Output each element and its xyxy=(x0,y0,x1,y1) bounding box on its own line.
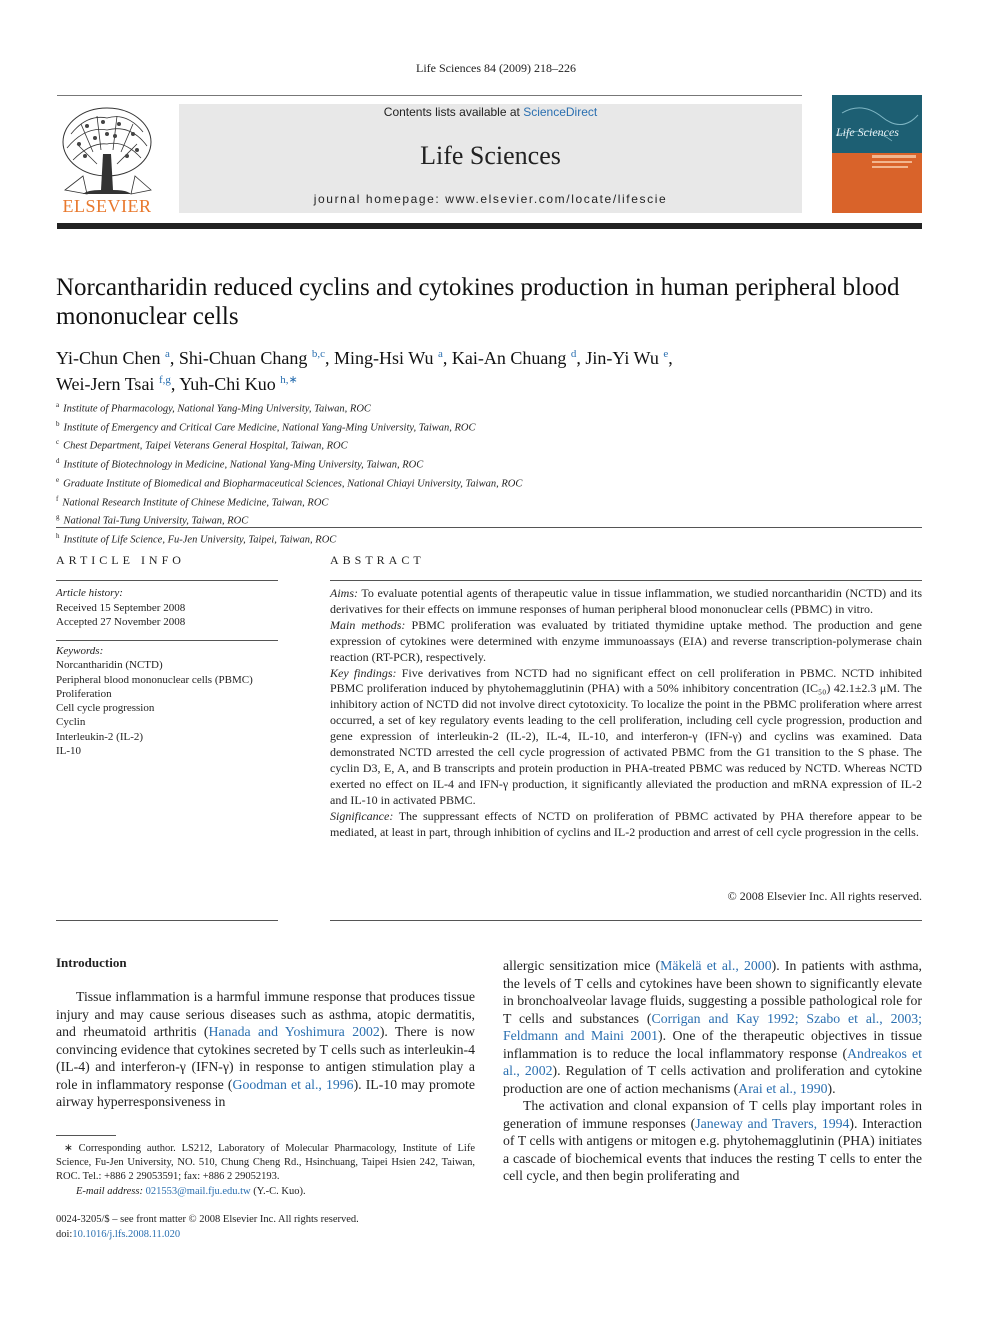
author[interactable]: Kai-An Chuang $^d$ xyxy=(451,348,577,368)
affiliation: $^g$ National Tai-Tung University, Taiwan, ROC xyxy=(56,513,249,527)
author[interactable]: Yuh-Chi Kuo $^{h,∗}$ xyxy=(179,374,298,394)
front-matter: 0024-3205/$ – see front matter © 2008 Elsevier Inc. All rights reserved. doi:10.1016/j.lfs.2008.11.020 xyxy=(56,1214,359,1240)
footnote-divider xyxy=(56,1135,116,1136)
paragraph: The activation and clonal expansion of T cells play important roles in generation of immune responses (Janeway and Travers, 1994). Interaction of T cells with antigens or mitogen e.g. phytohemagglutinin (PHA) initiates a cascade of biochemical events that induces the resting T cells to enter the cell cycle, and then begin proliferating and xyxy=(503,1098,922,1183)
citation-link[interactable]: Andreakos et al., 2002 xyxy=(503,1045,922,1078)
article-title: Norcantharidin reduced cyclins and cytokines production in human peripheral blood mononuclear cells xyxy=(56,274,900,330)
affiliation: $^f$ National Research Institute of Chinese Medicine, Taiwan, ROC xyxy=(56,494,329,509)
journal-cover-thumbnail[interactable] xyxy=(832,95,922,213)
journal-citation: Life Sciences 84 (2009) 218–226 xyxy=(416,61,576,75)
keyword: Peripheral blood mononuclear cells (PBMC) xyxy=(56,673,253,686)
keyword: Norcantharidin (NCTD) xyxy=(56,659,163,672)
author[interactable]: Wei-Jern Tsai $^{f,g}$ xyxy=(56,374,171,394)
affiliation: $^e$ Graduate Institute of Biomedical and Biopharmaceutical Sciences, National Chiayi University, Taiwan, ROC xyxy=(56,475,523,490)
paragraph: allergic sensitization mice (Mäkelä et al., 2000). In patients with asthma, the levels of T cells and cytokines have been shown to significantly elevate in bronchoalveolar lavage fluids, suggesting a possible pathological role for T cells and substances (Corrigan and Kay 1992; Szabo et al., 2003; Feldmann and Maini 2001). One of the therapeutic objectives in tissue inflammation is to reduce the local inflammatory response (Andreakos et al., 2002). Regulation of T cells activation and proliferation and cytokine production are one of action mechanisms (Arai et al., 1990). xyxy=(503,958,923,1096)
copyright-notice: © 2008 Elsevier Inc. All rights reserved. xyxy=(727,889,922,903)
journal-homepage-link[interactable]: journal homepage: www.elsevier.com/locate/lifescie xyxy=(313,192,668,206)
affiliation: $^d$ Institute of Biotechnology in Medicine, National Yang-Ming University, Taiwan, ROC xyxy=(56,457,424,471)
divider xyxy=(330,920,922,921)
affiliation: $^b$ Institute of Emergency and Critical Care Medicine, National Yang-Ming University, Taiwan, ROC xyxy=(56,419,476,434)
abstract-findings: Key findings: Five derivatives from NCTD had no significant effect on cell proliferation in PBMC. NCTD inhibited PBMC proliferation induced by phytohemagglutinin (PHA) with a 50% inhibitory concentration (IC₅₀) 42.1±2.3 μM. The inhibitory action of NCTD did not involve direct cytotoxicity. To localize the point in the PBMC proliferation where arrest occurred, a set of key regulatory events leading to the cell proliferation, including cell cycle progression, production and gene expression of interleukin-2 (IL-2), IL-4, IL-10, and interferon-γ (IFN-γ) and cyclins was examined. Data demonstrated NCTD arrested the cell cycle progression of activated PBMC from the G1 transition to the S phase. The cyclin D3, E, A, and B transcripts and protein production in PHA-treated PBMC was reduced by NCTD. Whereas NCTD exerted no effect on IL-4 and IFN-γ production, it significantly alleviated the production and mRNA expression of IL-2 and IL-10 in activated PBMC. xyxy=(330,665,922,807)
header-divider xyxy=(57,95,802,96)
article-info-heading: ARTICLE INFO xyxy=(56,553,185,567)
article-history: Article history: Received 15 September 2008 Accepted 27 November 2008 xyxy=(56,587,186,628)
affiliation-list xyxy=(56,398,522,548)
divider xyxy=(56,640,278,641)
doi-link[interactable]: 10.1016/j.lfs.2008.11.020 xyxy=(72,1228,181,1240)
abstract-heading: ABSTRACT xyxy=(330,553,425,567)
abstract-methods: Main methods: PBMC proliferation was evaluated by tritiated thymidine uptake method. The production and gene expression of cytokines were determined with enzyme immunoassays (EIA) and reverse transcription-polymerase chain reaction (RT-PCR), respectively. xyxy=(330,617,922,664)
author[interactable]: Shi-Chuan Chang $^{b,c}$ xyxy=(178,348,326,368)
corresponding-author-footnote: ∗ Corresponding author. LS212, Laboratory of Molecular Pharmacology, Institute of Life Science, Fu-Jen University, NO. 510, Chung Cheng Rd., Hsinchuang, Taipei Hsien 242, Taiwan, ROC. Tel.: +886 2 29053591; fax: +886 2 29052193. E-mail address: 021553@mail.fju.edu.tw (Y.-C. Kuo). xyxy=(56,1143,475,1197)
contents-availability xyxy=(179,105,802,119)
affiliation: $^c$ Chest Department, Taipei Veterans General Hospital, Taiwan, ROC xyxy=(56,438,348,452)
received-date: Received 15 September 2008 xyxy=(56,601,186,614)
introduction-heading: Introduction xyxy=(56,955,127,970)
author[interactable]: Yi-Chun Chen $^a$ xyxy=(56,348,170,368)
paragraph: Tissue inflammation is a harmful immune response that produces tissue injury and may cause serious diseases such as asthma, atopic dermatitis, and rheumatoid arthritis (Hanada and Yoshimura 2002). There is now convincing evidence that cytokines secreted by T cells such as interleukin-4 (IL-4) and interferon-γ (IFN-γ) in response to antigen stimulation play a role in inflammatory response (Goodman et al., 1996). IL-10 may promote airway hyperresponsiveness in xyxy=(56,989,475,1109)
keyword: IL-10 xyxy=(56,745,82,758)
journal-cover-image xyxy=(832,95,922,213)
citation-link[interactable]: Janeway and Travers, 1994 xyxy=(695,1115,850,1131)
publisher-name: ELSEVIER xyxy=(62,196,152,216)
divider xyxy=(56,580,278,581)
journal-name: Life Sciences xyxy=(420,141,561,170)
header-rule xyxy=(57,223,922,229)
keyword: Interleukin-2 (IL-2) xyxy=(56,730,144,743)
abstract-significance: Significance: The suppressant effects of NCTD on proliferation of PBMC activated by PHA therefore appear to be mediated, at least in part, through inhibition of cyclins and IL-2 production and arrest of cell cycle progression in the cells. xyxy=(330,808,922,839)
body-column-left xyxy=(56,988,475,1111)
citation-link[interactable]: Corrigan and Kay 1992; Szabo et al., 2003; Feldmann and Maini 2001 xyxy=(503,1010,923,1043)
accepted-date: Accepted 27 November 2008 xyxy=(56,616,186,628)
keyword-list: Keywords: Norcantharidin (NCTD) Peripheral blood mononuclear cells (PBMC) Proliferation Cell cycle progression Cyclin Interleukin-2 (IL-2) IL-10 xyxy=(56,645,253,758)
body-column-right xyxy=(503,957,922,1185)
affiliation: $^a$ Institute of Pharmacology, National Yang-Ming University, Taiwan, ROC xyxy=(56,401,371,415)
citation-link[interactable]: Arai et al., 1990 xyxy=(738,1080,828,1096)
elsevier-logo[interactable] xyxy=(57,104,157,216)
keyword: Cyclin xyxy=(56,716,86,729)
abstract-aims: Aims: To evaluate potential agents of therapeutic value in tissue inflammation, we studied norcantharidin (NCTD) and its derivatives for their effects on immune responses of human peripheral blood mononuclear cells (PBMC) in vitro. xyxy=(330,586,922,616)
divider xyxy=(56,920,278,921)
email-link[interactable]: 021553@mail.fju.edu.tw xyxy=(145,1185,251,1197)
citation-link[interactable]: Hanada and Yoshimura 2002 xyxy=(208,1024,380,1039)
keyword: Cell cycle progression xyxy=(56,702,155,715)
author[interactable]: Jin-Yi Wu $^e$ xyxy=(585,348,669,368)
keyword: Proliferation xyxy=(56,687,112,700)
abstract-body xyxy=(330,586,922,841)
section-divider xyxy=(56,527,922,528)
cover-title: Life Sciences xyxy=(836,125,899,139)
author[interactable]: Ming-Hsi Wu $^a$ xyxy=(334,348,443,368)
divider xyxy=(330,580,922,581)
sciencedirect-link[interactable]: ScienceDirect xyxy=(523,105,598,119)
contents-prefix: Contents lists available at xyxy=(383,105,524,119)
citation-link[interactable]: Mäkelä et al., 2000 xyxy=(660,958,772,973)
affiliation: $^h$ Institute of Life Science, Fu-Jen University, Taipei, Taiwan, ROC xyxy=(56,531,337,546)
citation-link[interactable]: Goodman et al., 1996 xyxy=(232,1076,354,1092)
author-list: Yi-Chun Chen $^a$, Shi-Chuan Chang $^{b,c}$, Ming-Hsi Wu $^a$, Kai-An Chuang $^d$, Jin-Yi Wu $^e$, Wei-Jern Tsai $^{f,g}$, Yuh-Chi Kuo $^{h,∗}$ xyxy=(56,348,673,394)
